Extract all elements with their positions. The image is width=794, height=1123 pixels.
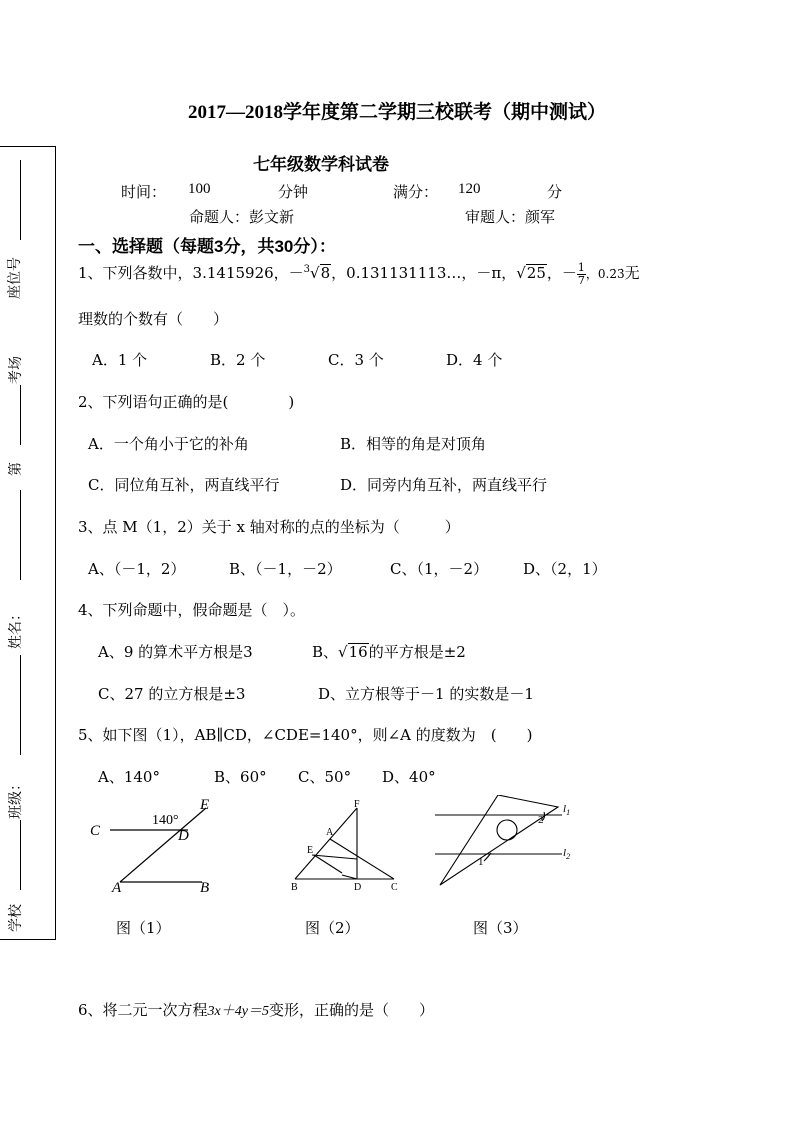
sqrt-body: 25 <box>526 264 546 283</box>
exam-room-label: 考场 <box>8 356 24 384</box>
fig3-label-l1: $l_1$ <box>563 803 571 817</box>
fig1-label-c: C <box>90 823 101 839</box>
fraction: $\frac{1}{7}$ <box>577 261 585 287</box>
q3-option-d: D、（2，1） <box>523 560 607 578</box>
figure-1-caption: 图（1） <box>116 919 171 937</box>
q1-option-a: A．1 个 <box>92 351 148 369</box>
cube-root-index: 3 <box>303 264 311 276</box>
exam-title: 2017—2018学年度第二学期三校联考（期中测试） <box>187 102 606 123</box>
q4-option-d: D、立方根等于－1 的实数是－1 <box>318 685 534 703</box>
question-6 <box>78 999 434 1020</box>
fig2-label-c: C <box>391 882 398 893</box>
margin-line <box>20 385 21 445</box>
q2-option-d: D．同旁内角互补，两直线平行 <box>340 476 548 494</box>
q1-option-c: C．3 个 <box>328 351 384 369</box>
question-5: 5、如下图（1），AB∥CD，∠CDE=140°，则∠A 的度数为 ( ) <box>78 726 533 744</box>
exam-subtitle: 七年级数学科试卷 <box>253 155 389 174</box>
margin-line <box>20 490 21 580</box>
score-unit: 分 <box>547 183 563 201</box>
figure-3-caption: 图（3） <box>473 919 528 937</box>
name-label: 姓名： <box>8 607 24 649</box>
fig2-label-b: B <box>291 882 298 893</box>
question-1: 1、下列各数中，3.1415926，－$^3$√8，0.131131113…，－π，√25，－ $\frac{1}{7}$ ，0.2̇3̇无 <box>78 261 640 287</box>
q1-option-d: D．4 个 <box>446 351 503 369</box>
q6-suffix: 变形，正确的是（ ） <box>268 1001 434 1019</box>
q4-sqrt-body: 16 <box>348 643 368 661</box>
fig3-angle-1: 1 <box>478 856 484 868</box>
margin-line <box>20 160 21 240</box>
cube-root-body: 8 <box>320 264 331 283</box>
q5-option-a: A、140° <box>98 768 160 786</box>
q4-option-c: C、27 的立方根是±3 <box>98 685 246 703</box>
q3-option-c: C、（1，－2） <box>390 560 489 578</box>
margin-line <box>20 655 21 755</box>
fig2-label-a: A <box>326 827 334 838</box>
score-label: 满分： <box>393 183 439 201</box>
q5-option-b: B、60° <box>214 768 267 786</box>
fig1-label-d: D <box>178 828 189 844</box>
time-value: 100 <box>188 181 211 197</box>
q1-suffix: 无 <box>624 264 640 283</box>
reviewer: 审题人：颜军 <box>465 208 556 226</box>
question-3: 3、点 M（1，2）关于 x 轴对称的点的坐标为（ ） <box>78 518 460 536</box>
fig3-label-l2: $l_2$ <box>563 847 571 861</box>
q1-mid1: ，0.131131113…，－π， <box>331 264 517 283</box>
fig1-label-a: A <box>112 880 122 896</box>
fig3-angle-2: 2 <box>538 814 544 826</box>
fig1-label-b: B <box>200 880 210 896</box>
figure-3 <box>435 795 562 885</box>
author: 命题人：彭文新 <box>189 208 295 226</box>
q1-prefix: 1、下列各数中，3.1415926，－ <box>78 264 304 283</box>
q3-option-a: A、（－1，2） <box>88 560 186 578</box>
q6-equation: 3x＋4y＝5 <box>207 1004 269 1019</box>
question-2: 2、下列语句正确的是( ) <box>78 393 295 411</box>
fig2-label-f: F <box>354 799 360 810</box>
section-heading: 一、选择题（每题3分，共30分）： <box>78 237 336 256</box>
figure-2-caption: 图（2） <box>305 919 360 937</box>
q6-prefix: 6、将二元一次方程 <box>78 1001 208 1019</box>
fig1-angle: 140° <box>152 813 179 828</box>
q3-option-b: B、（－1，－2） <box>229 560 342 578</box>
score-value: 120 <box>458 181 481 197</box>
time-label: 时间： <box>121 183 167 201</box>
q4-option-a: A、9 的算术平方根是3 <box>98 643 253 661</box>
q1-option-b: B．2 个 <box>210 351 266 369</box>
school-label: 学校 <box>8 904 24 932</box>
fig2-label-d: D <box>354 882 362 893</box>
figures-area <box>80 795 640 900</box>
fig2-label-e: E <box>307 845 314 856</box>
q2-option-a: A．一个角小于它的补角 <box>88 435 249 453</box>
repeating-decimal: ，0.2̇3̇ <box>585 267 625 282</box>
q5-option-d: D、40° <box>382 768 436 786</box>
q2-option-b: B．相等的角是对顶角 <box>340 435 487 453</box>
q5-option-c: C、50° <box>298 768 352 786</box>
seat-number-label: 座位号 <box>7 257 23 299</box>
figure-2 <box>295 808 394 879</box>
number-label: 第 <box>8 462 24 476</box>
time-unit: 分钟 <box>278 183 309 201</box>
class-label: 班级： <box>8 777 24 819</box>
q1-line2: 理数的个数有（ ） <box>78 310 229 328</box>
fig1-label-e: E <box>200 797 210 813</box>
q1-mid2: ，－ <box>546 264 577 283</box>
question-4: 4、下列命题中，假命题是（ ）。 <box>78 601 306 619</box>
q2-option-c: C．同位角互补，两直线平行 <box>88 476 280 494</box>
margin-line <box>20 820 21 890</box>
q4-option-b: B、√16的平方根是±2 <box>312 643 466 661</box>
